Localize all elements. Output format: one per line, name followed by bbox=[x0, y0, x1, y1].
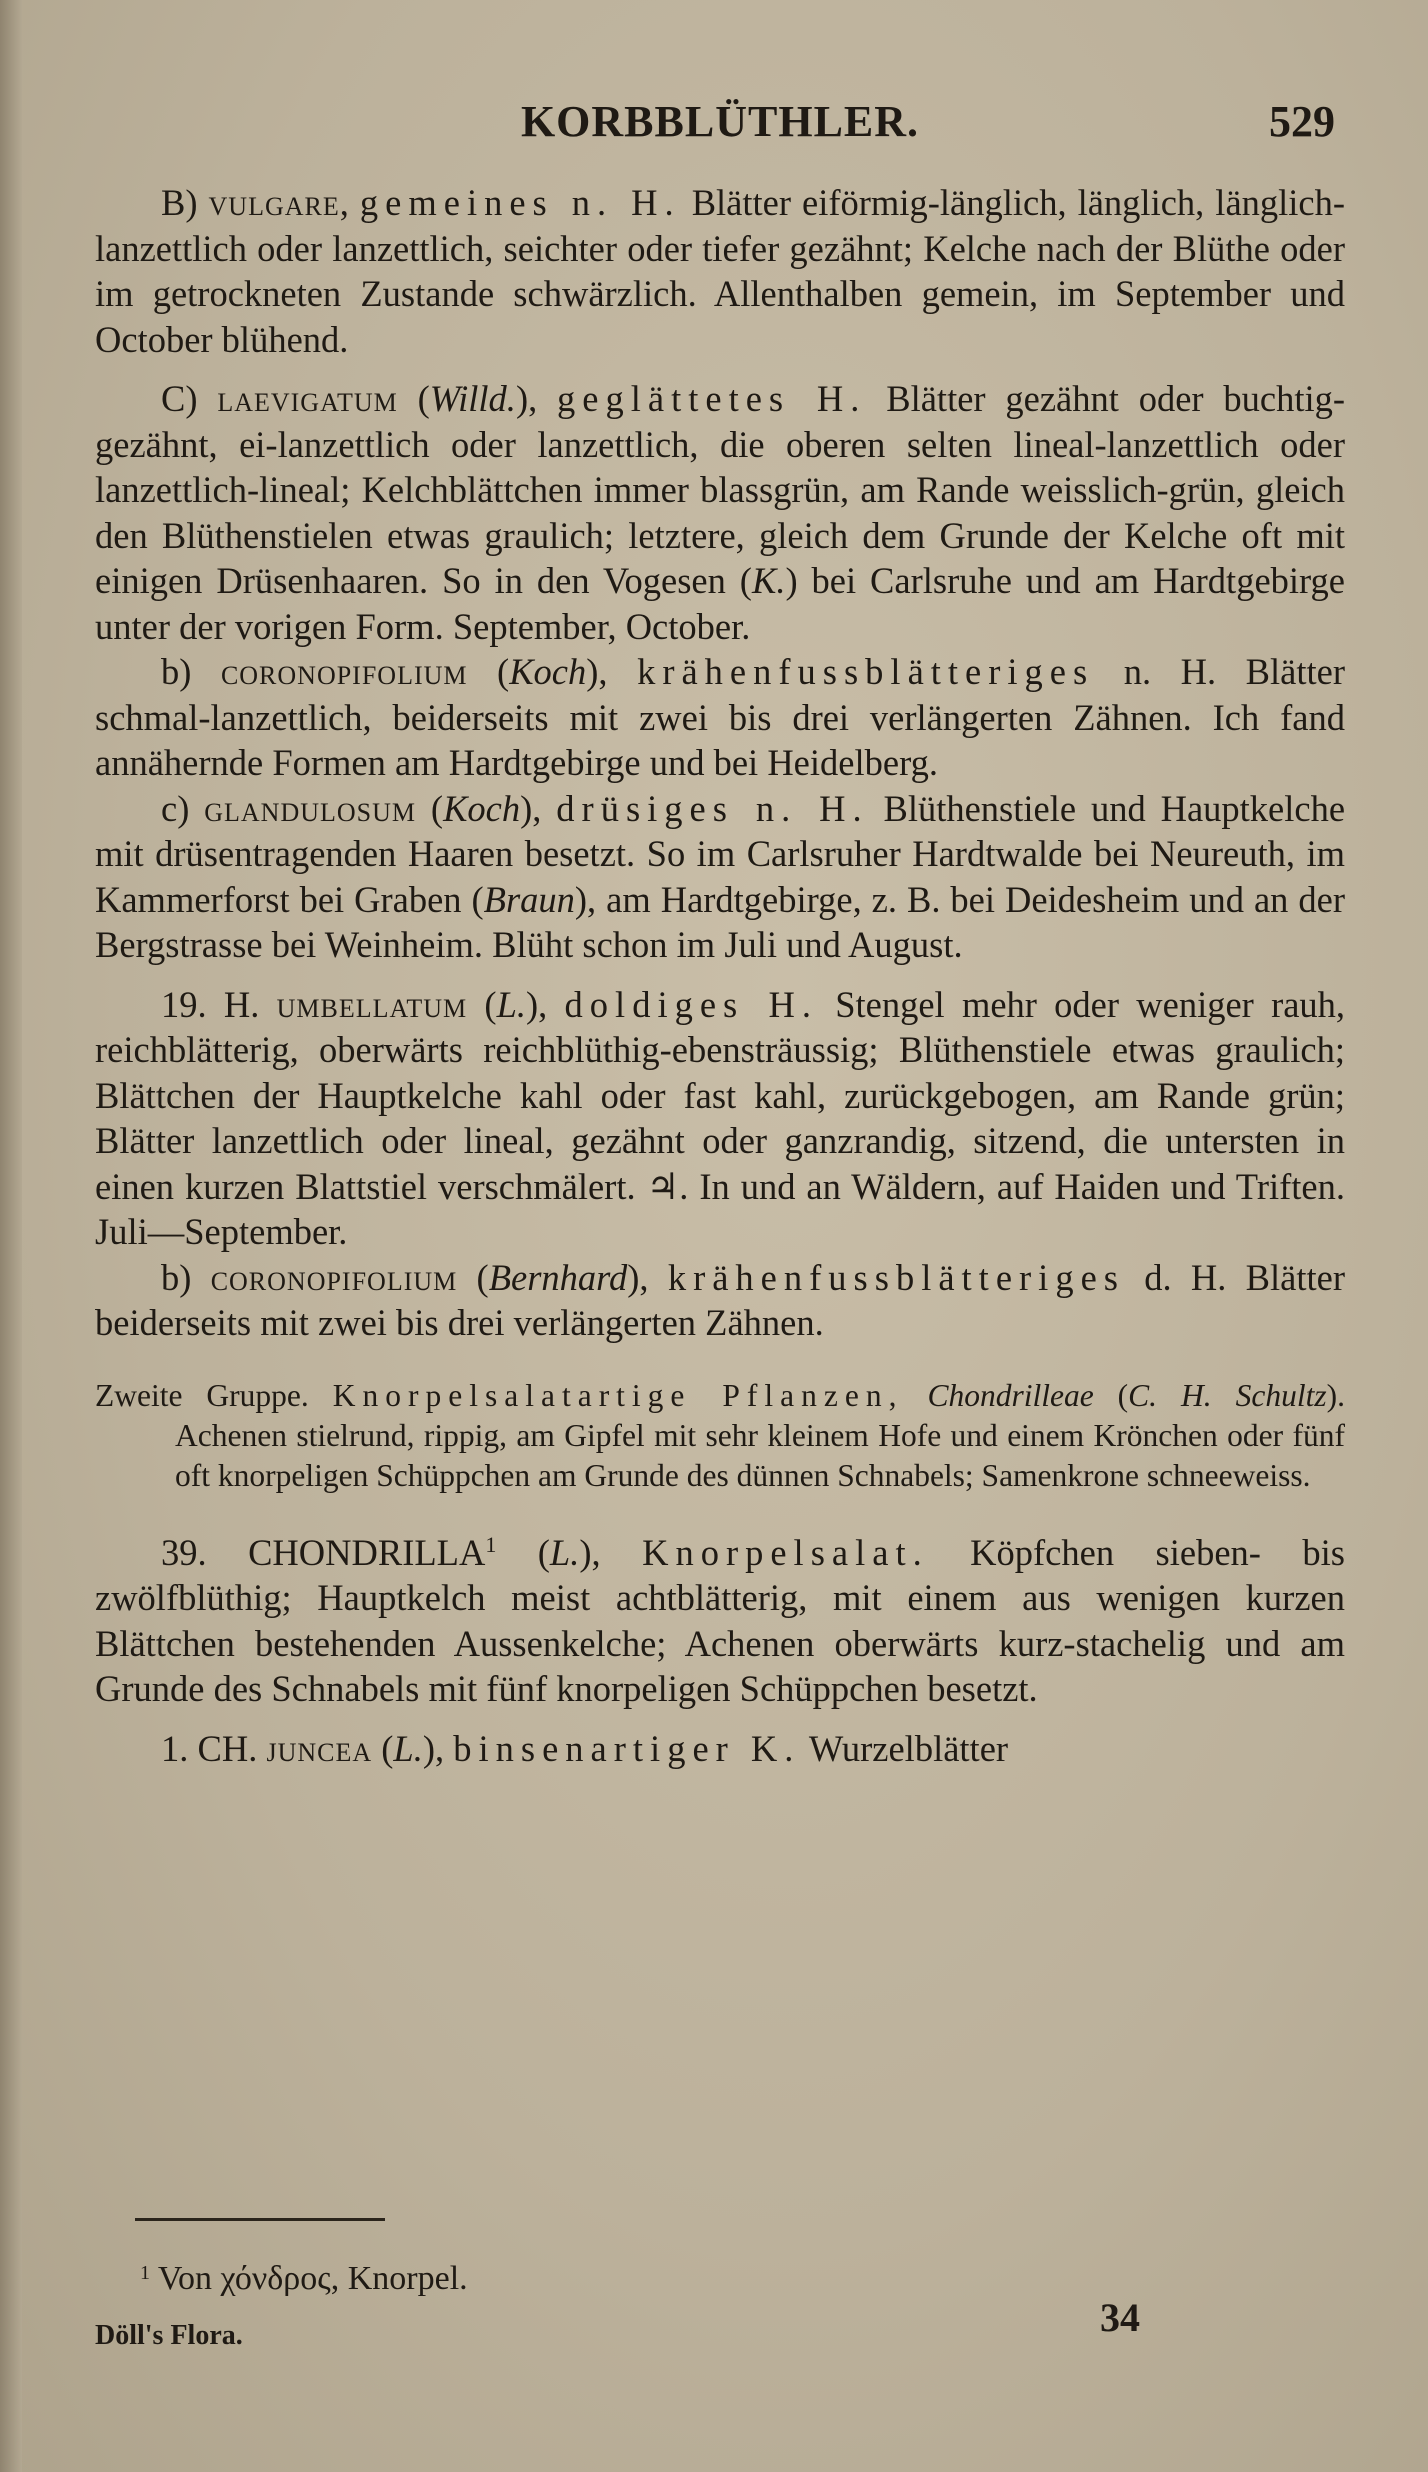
punctuation: ), bbox=[422, 1727, 445, 1769]
author-name: Braun bbox=[483, 878, 575, 920]
genus-name: CHONDRILLA bbox=[248, 1531, 486, 1573]
group-description: ). Achenen stielrund, rippig, am Gipfel mit sehr kleinem Hofe und einem Krönchen oder fünf oft knorpeligen Schüppchen am Grunde des dünnen Schnabels; Samenkrone schneeweiss. bbox=[175, 1377, 1345, 1493]
footnote bbox=[140, 2260, 468, 2298]
entry-laevigatum bbox=[95, 376, 1345, 649]
punctuation: ( bbox=[467, 983, 497, 1025]
entry-label: B) bbox=[161, 182, 198, 223]
punctuation: ), bbox=[627, 1256, 649, 1298]
german-name: drüsiges n. H. bbox=[556, 787, 869, 829]
author-name: Koch bbox=[509, 651, 587, 692]
author-name: L. bbox=[549, 1531, 580, 1573]
footnote-number: 1 bbox=[140, 2262, 150, 2284]
genus-abbrev: H. bbox=[223, 983, 260, 1025]
punctuation: ( bbox=[397, 378, 430, 419]
author-name: L. bbox=[496, 983, 527, 1025]
footnote-marker[interactable]: 1 bbox=[485, 1531, 497, 1557]
imprint: Döll's Flora. bbox=[95, 2320, 243, 2351]
author-name: Koch bbox=[443, 787, 521, 829]
taxon-name: coronopifolium bbox=[220, 651, 468, 692]
entry-description: ) bei Carlsruhe und am Hardtgebirge unter der vorigen Form. September, October. bbox=[95, 560, 1345, 647]
entry-glandulosum bbox=[95, 786, 1345, 968]
punctuation: ), bbox=[579, 1531, 601, 1573]
entry-label: b) bbox=[161, 651, 192, 692]
entry-number: 1. bbox=[161, 1727, 189, 1769]
footnote-text: Von χόνδρος, Knorpel. bbox=[157, 2260, 468, 2297]
punctuation: ( bbox=[467, 651, 510, 692]
entry-description: Blüthenstiele und Hauptkelche mit drüsentragenden Haaren besetzt. So im Carlsruher Hardtwalde bei Neureuth, im Kammerforst bei Graben ( bbox=[95, 787, 1346, 920]
taxon-name: vulgare bbox=[208, 182, 340, 223]
footnote-rule bbox=[135, 2218, 385, 2221]
entry-label: b) bbox=[161, 1256, 192, 1298]
punctuation: ( bbox=[1093, 1377, 1129, 1413]
punctuation: ), bbox=[520, 787, 542, 829]
punctuation: ( bbox=[496, 1531, 550, 1573]
german-name: doldiges H. bbox=[564, 983, 818, 1025]
signature-mark: 34 bbox=[1100, 2295, 1140, 2340]
taxon-name: glandulosum bbox=[204, 787, 417, 829]
page-number: 529 bbox=[1269, 97, 1335, 146]
entry-umbellatum bbox=[95, 982, 1345, 1255]
entry-vulgare bbox=[95, 180, 1345, 362]
entry-chondrilla bbox=[95, 1522, 1345, 1712]
entry-coronopifolium-2 bbox=[95, 1255, 1345, 1346]
page-edge bbox=[0, 0, 22, 2472]
entry-description: Köpfchen sieben- bis zwölfblüthig; Hauptkelch meist achtblätterig, mit einem aus wenigen kurzen Blättchen bestehenden Aussenkelche; Achenen oberwärts kurz-stachelig und am Grunde des Schnabels mit fünf knorpeligen Schüppchen besetzt. bbox=[95, 1531, 1345, 1710]
taxon-name: juncea bbox=[266, 1727, 373, 1769]
german-name: krähenfussblätteriges bbox=[667, 1256, 1125, 1298]
punctuation: , bbox=[339, 182, 349, 223]
punctuation: ), bbox=[526, 983, 548, 1025]
entry-number: 19. bbox=[161, 983, 207, 1025]
german-name: gemeines n. H. bbox=[359, 182, 681, 223]
author-name: C. H. Schultz bbox=[1128, 1377, 1327, 1413]
genus-abbrev: CH. bbox=[197, 1727, 258, 1769]
taxon-name: coronopifolium bbox=[210, 1256, 458, 1298]
german-name: Knorpelsalat. bbox=[642, 1531, 929, 1573]
taxon-name: laevigatum bbox=[217, 378, 398, 419]
entry-description: Blätter gezähnt oder buchtig-gezähnt, ei-lanzettlich oder lanzettlich, die oberen selten lineal-lanzettlich oder lanzettlich-lineal; Kelchblättchen immer blassgrün, am Rande weisslich-grün, gleich den Blüthenstielen etwas graulich; letztere, gleich dem Grunde der Kelche oft mit einigen Drüsenhaaren. So in den Vogesen ( bbox=[95, 378, 1346, 601]
entry-description: d. H. Blätter beiderseits mit zwei bis drei verlängerten Zähnen. bbox=[95, 1256, 1346, 1343]
entry-number: 39. bbox=[161, 1531, 207, 1573]
group-heading bbox=[95, 1376, 1345, 1496]
latin-name: Chondrilleae bbox=[927, 1377, 1094, 1413]
german-name: geglättetes H. bbox=[557, 378, 867, 419]
author-name: L. bbox=[393, 1727, 423, 1769]
entry-label: c) bbox=[161, 787, 190, 829]
entry-description: Stengel mehr oder weniger rauh, reichblätterig, oberwärts reichblüthig-ebensträussig; Blüthenstiele etwas graulich; Blättchen der Hauptkelche kahl oder fast kahl, zurückgebogen, am Rande grün; Blätter lanzettlich oder lineal, gezähnt oder ganzrandig, sitzend, die untersten in einen kurzen Blattstiel verschmälert. ♃. In und an Wäldern, auf Haiden und Triften. Juli—September. bbox=[95, 983, 1346, 1252]
running-title: KORBBLÜTHLER. bbox=[520, 97, 920, 146]
punctuation: ( bbox=[457, 1256, 489, 1298]
author-name: K. bbox=[751, 560, 786, 601]
body-text bbox=[95, 180, 1345, 1771]
entry-label: C) bbox=[161, 378, 198, 419]
punctuation: ), bbox=[515, 378, 538, 419]
entry-description: Wurzelblätter bbox=[808, 1727, 1009, 1769]
entry-description: Blätter eiförmig-länglich, länglich, länglich-lanzettlich oder lanzettlich, seichter oder tiefer gezähnt; Kelche nach der Blüthe oder im getrockneten Zustande schwärzlich. Allenthalben gemein, im September und October blühend. bbox=[95, 182, 1346, 360]
taxon-name: umbellatum bbox=[276, 983, 468, 1025]
entry-description: ), am Hardtgebirge, z. B. bei Deidesheim und an der Bergstrasse bei Weinheim. Blüht schon im Juli und August. bbox=[95, 878, 1345, 965]
author-name: Bernhard bbox=[488, 1256, 628, 1298]
entry-description: n. H. Blätter schmal-lanzettlich, beiderseits mit zwei bis drei verlängerten Zähnen. Ich fand annähernde Formen am Hardtgebirge und bei Heidelberg. bbox=[95, 651, 1345, 783]
punctuation: ( bbox=[372, 1727, 394, 1769]
punctuation: ( bbox=[416, 787, 444, 829]
entry-coronopifolium bbox=[95, 649, 1345, 786]
group-label: Zweite Gruppe. bbox=[95, 1377, 309, 1413]
running-header bbox=[95, 96, 1345, 156]
entry-juncea bbox=[95, 1726, 1345, 1772]
german-name: binsenartiger K. bbox=[453, 1727, 801, 1769]
german-name: krähenfussblätteriges bbox=[637, 651, 1095, 692]
author-name: Willd. bbox=[429, 378, 516, 419]
german-name: Knorpelsalatartige Pflanzen, bbox=[332, 1377, 904, 1413]
punctuation: ), bbox=[586, 651, 608, 692]
